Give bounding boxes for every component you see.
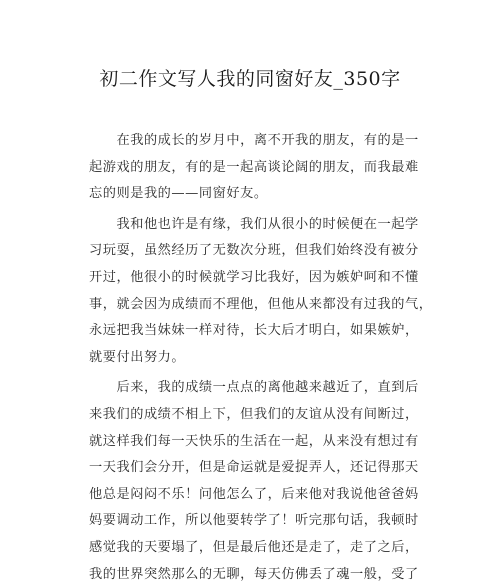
text-line: 事，就会因为成绩而不理他，但他从来都没有过我的气， — [89, 292, 425, 319]
text-line: 就这样我们每一天快乐的生活在一起，从来没有想过有 — [89, 429, 425, 456]
text-line: 我和他也许是有缘，我们从很小的时候便在一起学 — [89, 212, 425, 239]
text-line: 后来，我的成绩一点点的离他越来越近了，直到后 — [89, 375, 425, 402]
text-line: 忘的则是我的——同窗好友。 — [89, 181, 425, 208]
text-line: 就要付出努力。 — [89, 345, 425, 372]
text-line: 他总是闷闷不乐！问他怎么了，后来他对我说他爸爸妈 — [89, 482, 425, 509]
text-line: 永远把我当妹妹一样对待，长大后才明白，如果嫉妒， — [89, 318, 425, 345]
text-line: 在我的成长的岁月中，离不开我的朋友，有的是一 — [89, 128, 425, 155]
text-line: 我的世界突然那么的无聊，每天仿佛丢了魂一般，受了 — [89, 562, 425, 588]
paragraph-2 — [89, 212, 425, 372]
text-line: 妈要调动工作，所以他要转学了！听完那句话，我顿时 — [89, 508, 425, 535]
text-line: 习玩耍，虽然经历了无数次分班，但我们始终没有被分 — [89, 238, 425, 265]
text-line: 开过，他很小的时候就学习比我好，因为嫉妒呵和不懂 — [89, 265, 425, 292]
text-line: 来我们的成绩不相上下，但我们的友谊从没有间断过， — [89, 402, 425, 429]
text-line: 一天我们会分开，但是命运就是爱捉弄人，还记得那天 — [89, 455, 425, 482]
document-body — [89, 128, 425, 588]
text-line: 起游戏的朋友，有的是一起高谈论阔的朋友，而我最难 — [89, 155, 425, 182]
text-line: 感觉我的天要塌了，但是最后他还是走了，走了之后， — [89, 535, 425, 562]
paragraph-1 — [89, 128, 425, 208]
document-title: 初二作文写人我的同窗好友_350字 — [0, 66, 500, 92]
paragraph-3 — [89, 375, 425, 588]
